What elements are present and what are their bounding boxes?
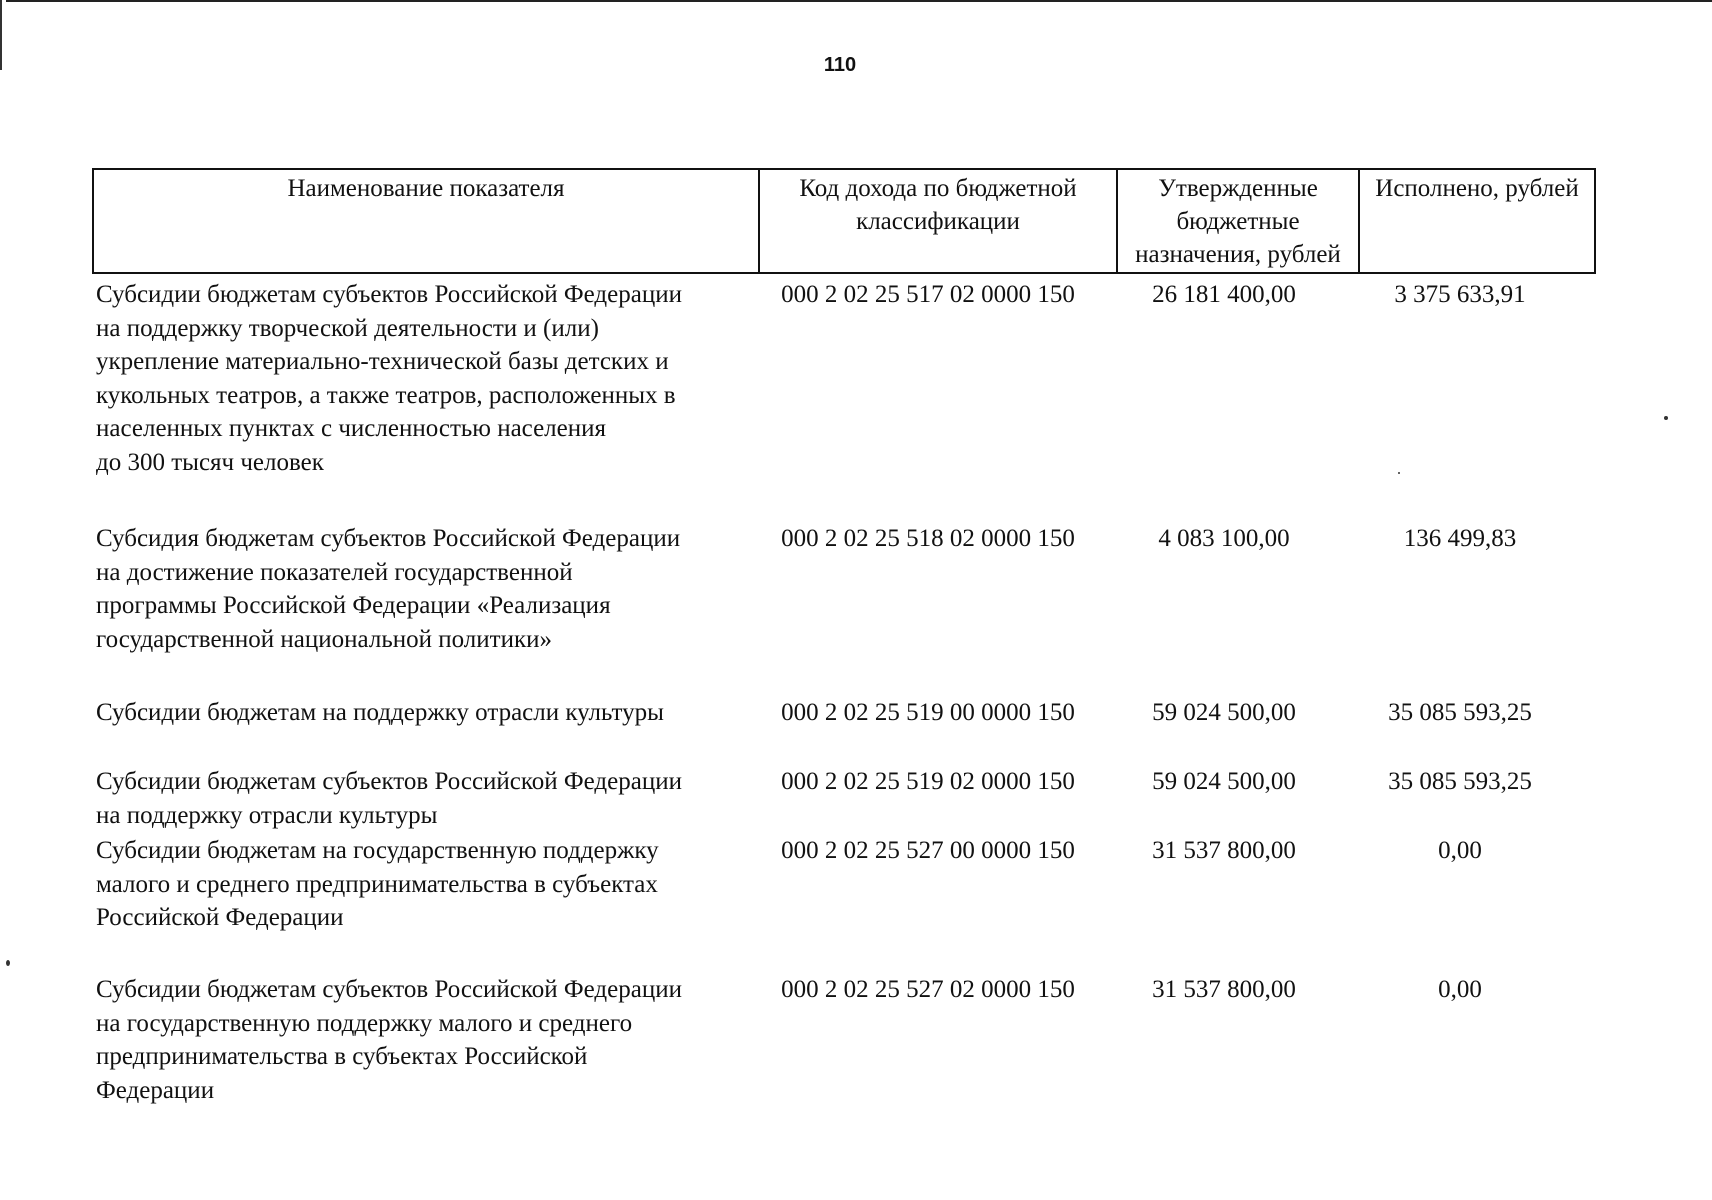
scan-speck [1664,416,1668,420]
row-name-line: на поддержку отрасли культуры [96,801,438,829]
row-executed: 3 375 633,91 [1394,281,1526,308]
top-border-line [6,0,1712,2]
row-name-line: Субсидии бюджетам на поддержку отрасли культуры [96,699,664,726]
header-approved-line: Утвержденные [1158,175,1318,202]
row-name [96,278,752,479]
row-approved: 31 537 800,00 [1152,837,1296,864]
header-code-line: Код дохода по бюджетной [799,175,1077,202]
row-name-line: предпринимательства в субъектах Российской [96,1043,588,1070]
row-name [96,522,752,656]
row-name-line: Субсидия бюджетам субъектов Российской Федерации [96,525,681,552]
row-approved: 4 083 100,00 [1158,525,1290,552]
header-approved-line: назначения, рублей [1135,241,1341,268]
scan-speck [1398,472,1400,474]
row-name-line: Субсидии бюджетам на государственную поддержку [96,837,659,864]
table-header [92,168,1596,274]
header-name [93,169,759,273]
left-border-line [0,0,2,70]
header-name-line: Наименование показателя [287,175,565,202]
row-name-line: Субсидии бюджетам субъектов Российской Федерации [96,281,682,308]
row-name-line: программы Российской Федерации «Реализация [96,592,611,619]
row-name [96,696,752,730]
row-approved: 26 181 400,00 [1152,281,1296,308]
row-approved: 31 537 800,00 [1152,976,1296,1003]
header-executed-line: Исполнено, рублей [1375,175,1579,202]
row-executed: 136 499,83 [1403,525,1517,552]
row-name-line: Субсидии бюджетам субъектов Российской Федерации [96,976,682,1003]
row-executed: 0,00 [1438,976,1482,1003]
row-name [96,765,752,832]
row-name [96,834,752,935]
row-executed: 0,00 [1438,837,1482,864]
row-executed: 35 085 593,25 [1388,699,1532,726]
row-name-line: на достижение показателей государственной [96,558,573,586]
row-code: 000 2 02 25 527 00 0000 150 [781,837,1075,864]
row-approved: 59 024 500,00 [1152,768,1296,795]
row-name [96,973,752,1107]
row-name-line: на государственную поддержку малого и среднего [96,1009,633,1037]
row-name-line: Российской Федерации [96,904,344,931]
row-name-line: государственной национальной политики» [96,625,552,653]
row-code: 000 2 02 25 519 02 0000 150 [781,768,1075,795]
row-code: 000 2 02 25 518 02 0000 150 [781,525,1075,552]
row-name-line: Федерации [96,1076,215,1104]
row-name-line: Субсидии бюджетам субъектов Российской Федерации [96,768,682,795]
header-code [759,169,1117,273]
row-name-line: на поддержку творческой деятельности и (или) [96,314,599,342]
page-number: 110 [823,54,857,76]
row-name-line: до 300 тысяч человек [96,448,324,476]
row-name-line: малого и среднего предпринимательства в субъектах [96,870,658,898]
row-code: 000 2 02 25 527 02 0000 150 [781,976,1075,1003]
row-name-line: укрепление материально-технической базы детских и [96,348,669,375]
scan-speck [6,960,10,966]
row-name-line: кукольных театров, а также театров, расположенных в [96,381,676,409]
row-approved: 59 024 500,00 [1152,699,1296,726]
row-name-line: населенных пунктах с численностью населения [96,415,606,442]
row-code: 000 2 02 25 517 02 0000 150 [781,281,1075,308]
table-header-row [93,169,1595,273]
row-code: 000 2 02 25 519 00 0000 150 [781,699,1075,726]
header-executed [1359,169,1595,273]
row-executed: 35 085 593,25 [1388,768,1532,795]
header-approved-line: бюджетные [1176,208,1300,235]
header-approved [1117,169,1359,273]
header-code-line: классификации [856,208,1020,235]
